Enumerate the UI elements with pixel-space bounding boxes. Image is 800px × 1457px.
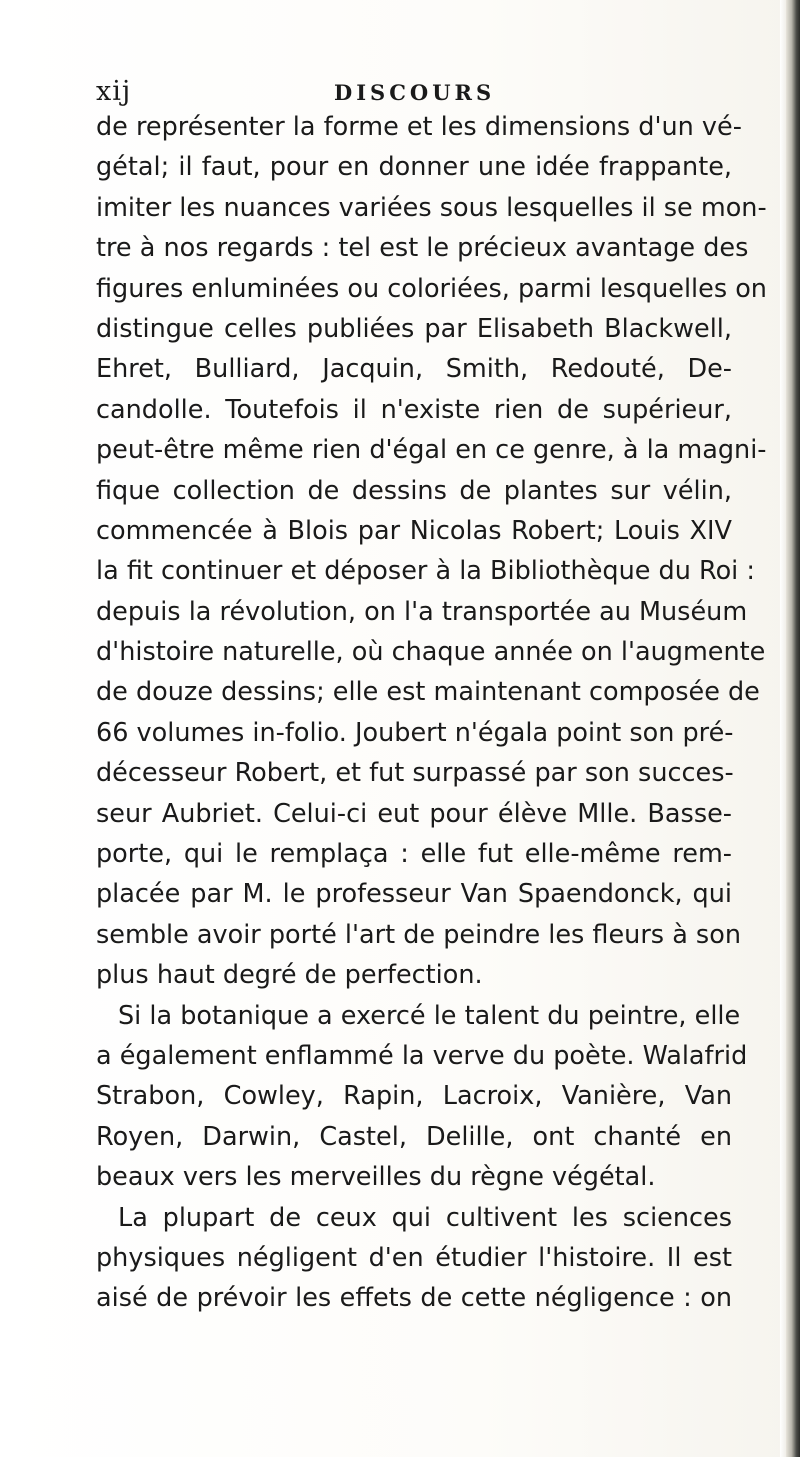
paragraph-end-line: plus haut degré de perfection. bbox=[96, 960, 483, 991]
text-line: placée par M. le professeur Van Spaendonck, qui bbox=[96, 879, 732, 910]
text-line: d'histoire naturelle, où chaque année on l'augmente bbox=[96, 637, 766, 668]
text-line: physiques négligent d'en étudier l'histoire. Il est bbox=[96, 1242, 732, 1273]
text-line: semble avoir porté l'art de peindre les fleurs à son bbox=[96, 919, 741, 950]
text-line: Ehret, Bulliard, Jacquin, Smith, Redouté, De- bbox=[96, 354, 732, 385]
text-line: de représenter la forme et les dimensions d'un vé- bbox=[96, 112, 742, 142]
text-line: imiter les nuances variées sous lesquelles il se mon- bbox=[96, 192, 767, 223]
text-line: a également enflammé la verve du poète. Walafrid bbox=[96, 1040, 748, 1071]
paragraph-start-line: Si la botanique a exercé le talent du peintre, elle bbox=[118, 1000, 741, 1031]
text-line: décesseur Robert, et fut surpassé par son succes- bbox=[96, 758, 734, 789]
text-line: peut-être même rien d'égal en ce genre, à la magni- bbox=[96, 435, 767, 466]
text-line: distingue celles publiées par Elisabeth Blackwell, bbox=[96, 313, 732, 344]
text-line: de douze dessins; elle est maintenant composée de bbox=[96, 677, 760, 708]
text-line: Royen, Darwin, Castel, Delille, ont chanté en bbox=[96, 1121, 732, 1152]
text-line: gétal; il faut, pour en donner une idée frappante, bbox=[96, 152, 732, 183]
page-number: xij bbox=[96, 76, 132, 107]
text-line: seur Aubriet. Celui-ci eut pour élève Mlle. Basse- bbox=[96, 798, 732, 829]
text-line: depuis la révolution, on l'a transportée au Muséum bbox=[96, 596, 748, 627]
text-line: figures enluminées ou coloriées, parmi lesquelles on bbox=[96, 273, 767, 304]
running-title: DISCOURS bbox=[334, 80, 496, 105]
text-line: porte, qui le remplaça : elle fut elle-même rem- bbox=[96, 839, 732, 870]
text-line: Strabon, Cowley, Rapin, Lacroix, Vanière, Van bbox=[96, 1081, 732, 1112]
paragraph-end-line: beaux vers les merveilles du règne végétal. bbox=[96, 1162, 656, 1193]
text-line: aisé de prévoir les effets de cette négligence : on bbox=[96, 1283, 732, 1314]
text-line: commencée à Blois par Nicolas Robert; Louis XIV bbox=[96, 515, 732, 546]
text-line: fique collection de dessins de plantes sur vélin, bbox=[96, 475, 732, 506]
paragraph-start-line: La plupart de ceux qui cultivent les sciences bbox=[118, 1202, 732, 1233]
page-edge-shadow bbox=[786, 0, 800, 1457]
body-text bbox=[96, 107, 767, 1319]
page-header bbox=[96, 76, 736, 110]
text-line: 66 volumes in-folio. Joubert n'égala point son pré- bbox=[96, 717, 734, 748]
text-line: candolle. Toutefois il n'existe rien de supérieur, bbox=[96, 394, 732, 425]
text-line: la fit continuer et déposer à la Bibliothèque du Roi : bbox=[96, 556, 755, 587]
text-line: tre à nos regards : tel est le précieux avantage des bbox=[96, 233, 749, 264]
